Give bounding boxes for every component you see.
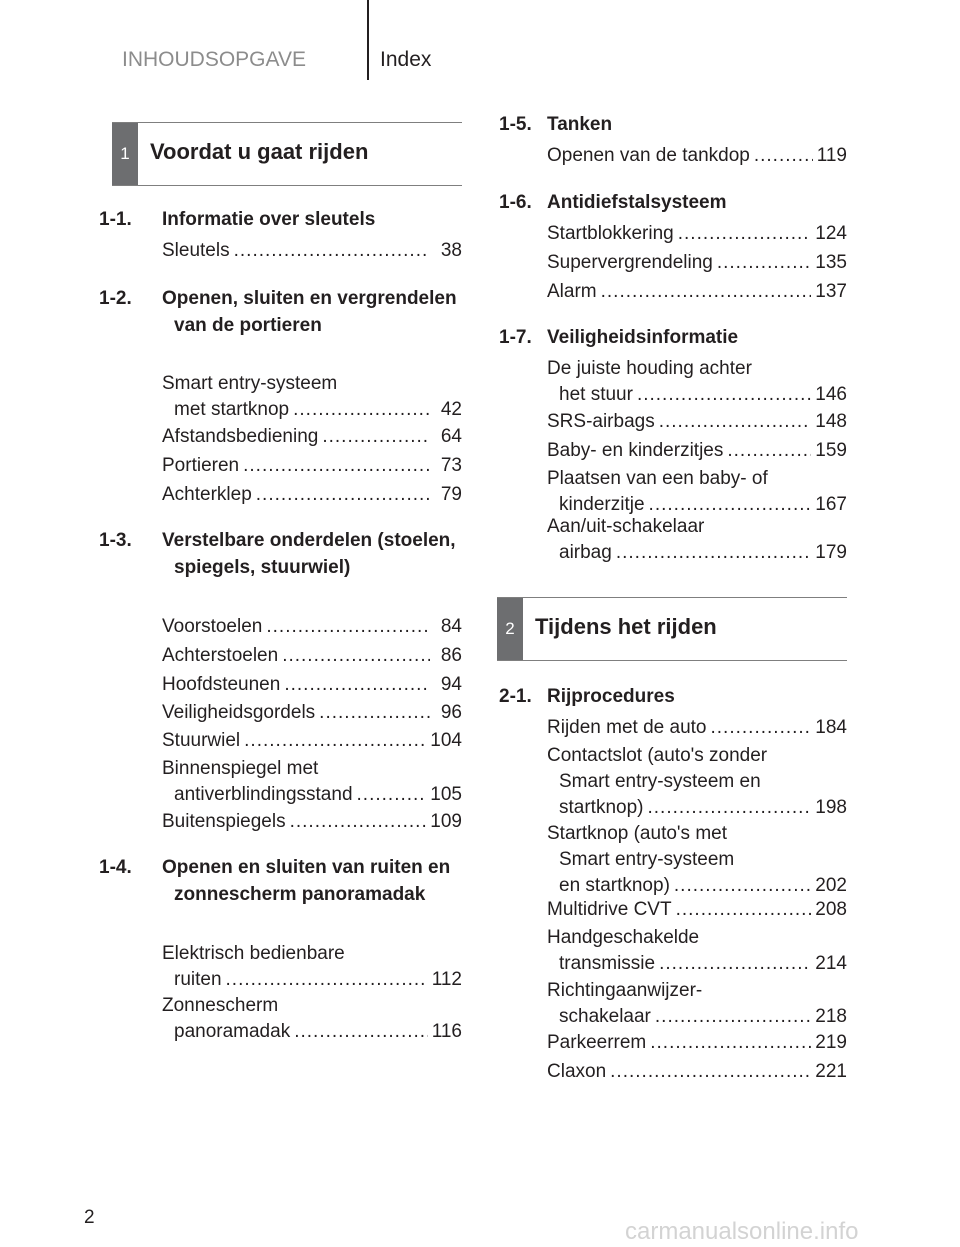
section-title: Veiligheidsinformatie (547, 327, 739, 348)
toc-entry[interactable] (547, 978, 847, 1030)
toc-entry[interactable] (162, 700, 462, 726)
chapter-title: Voordat u gaat rijden (150, 139, 369, 164)
entry-page: 104 (430, 730, 462, 751)
section-title: Verstelbare onderdelen (stoelen, spiegels, stuurwiel) (162, 530, 456, 578)
leader-dots (676, 897, 812, 923)
entry-label: Startblokkering (547, 223, 674, 244)
section-number: 1-3. (99, 530, 132, 551)
entry-label-line: Handgeschakelde (547, 927, 700, 948)
section-title: Antidiefstalsysteem (547, 192, 727, 213)
tab-inhoudsopgave[interactable]: INHOUDSOPGAVE (122, 48, 306, 71)
toc-entry[interactable] (547, 715, 847, 741)
top-navigation (0, 0, 960, 82)
entry-page: 202 (815, 875, 847, 896)
entry-page: 84 (440, 616, 462, 637)
entry-page: 214 (815, 953, 847, 974)
entry-label: antiverblindingsstand (174, 784, 353, 805)
entry-page: 221 (815, 1061, 847, 1082)
tab-index[interactable]: Index (380, 48, 432, 71)
toc-entry[interactable] (162, 993, 462, 1045)
entry-label-line: Binnenspiegel met (162, 758, 319, 779)
leader-dots (294, 1019, 428, 1045)
entry-label: SRS-airbags (547, 411, 655, 432)
toc-entry[interactable] (547, 438, 847, 464)
entry-page: 42 (440, 399, 462, 420)
toc-entry[interactable] (547, 1059, 847, 1085)
toc-entry[interactable] (162, 614, 462, 640)
entry-page: 86 (440, 645, 462, 666)
leader-dots (243, 453, 430, 479)
leader-dots (711, 715, 812, 741)
leader-dots (678, 221, 812, 247)
entry-label: het stuur (559, 384, 633, 405)
entry-label-line: Plaatsen van een baby- of (547, 468, 768, 489)
entry-page: 208 (815, 899, 847, 920)
toc-entry[interactable] (162, 238, 462, 264)
entry-page: 167 (815, 494, 847, 515)
toc-entry[interactable] (162, 643, 462, 669)
toc-entry[interactable] (162, 756, 462, 808)
leader-dots (290, 809, 427, 835)
leader-dots (637, 382, 811, 408)
leader-dots (650, 1030, 811, 1056)
entry-page: 96 (440, 702, 462, 723)
chapter-number: 2 (497, 598, 523, 660)
entry-label-line: Zonnescherm (162, 995, 279, 1016)
watermark: carmanualsonline.info (625, 1218, 859, 1245)
entry-page: 94 (440, 674, 462, 695)
toc-entry[interactable] (547, 466, 847, 518)
leader-dots (244, 728, 426, 754)
section-number: 1-5. (499, 114, 532, 135)
entry-label: en startknop) (559, 875, 670, 896)
toc-entry[interactable] (162, 453, 462, 479)
entry-page: 64 (440, 426, 462, 447)
entry-page: 184 (815, 717, 847, 738)
section-number: 1-1. (99, 209, 132, 230)
entry-label: Rijden met de auto (547, 717, 707, 738)
entry-label-line: Contactslot (auto's zonder (547, 745, 768, 766)
entry-label: Supervergrendeling (547, 252, 713, 273)
entry-label: Claxon (547, 1061, 607, 1082)
entry-label: Openen van de tankdop (547, 145, 750, 166)
entry-label: startknop) (559, 797, 644, 818)
entry-page: 219 (815, 1032, 847, 1053)
leader-dots (293, 397, 430, 423)
section-number: 1-2. (99, 288, 132, 309)
entry-label: Parkeerrem (547, 1032, 647, 1053)
leader-dots (226, 967, 428, 993)
toc-entry[interactable] (162, 371, 462, 423)
entry-page: 137 (815, 281, 847, 302)
toc-entry[interactable] (162, 424, 462, 450)
entry-label: Hoofdsteunen (162, 674, 281, 695)
toc-entry[interactable] (547, 221, 847, 247)
toc-entry[interactable] (162, 482, 462, 508)
leader-dots (357, 782, 427, 808)
entry-label-line: Smart entry-systeem (162, 373, 338, 394)
chapter-number: 1 (112, 123, 138, 185)
entry-label: Veiligheidsgordels (162, 702, 316, 723)
leader-dots (266, 614, 430, 640)
section-title: Openen en sluiten van ruiten en zonnescherm panoramadak (162, 857, 451, 905)
entry-label: Alarm (547, 281, 597, 302)
toc-entry[interactable] (162, 809, 462, 835)
section-number: 1-4. (99, 857, 132, 878)
entry-label-line: Richtingaanwijzer- (547, 980, 703, 1001)
entry-page: 179 (815, 542, 847, 563)
entry-page: 73 (440, 455, 462, 476)
entry-label: Stuurwiel (162, 730, 241, 751)
entry-page: 124 (815, 223, 847, 244)
leader-dots (282, 643, 430, 669)
nav-divider (367, 0, 369, 80)
entry-page: 38 (440, 240, 462, 261)
entry-label: panoramadak (174, 1021, 291, 1042)
section-number: 1-6. (499, 192, 532, 213)
entry-page: 116 (431, 1021, 462, 1042)
entry-label-line: Smart entry-systeem en (559, 771, 761, 792)
entry-label: Portieren (162, 455, 240, 476)
toc-entry[interactable] (547, 514, 847, 566)
entry-label: Sleutels (162, 240, 230, 261)
toc-entry[interactable] (547, 897, 847, 923)
toc-entry[interactable] (547, 409, 847, 435)
entry-page: 119 (816, 145, 847, 166)
entry-page: 159 (815, 440, 847, 461)
page-number: 2 (84, 1207, 95, 1228)
entry-label: met startknop (174, 399, 290, 420)
entry-page: 109 (430, 811, 462, 832)
toc-entry[interactable] (547, 143, 847, 169)
entry-label-line: De juiste houding achter (547, 358, 752, 379)
toc-entry[interactable] (162, 728, 462, 754)
entry-page: 198 (815, 797, 847, 818)
toc-entry[interactable] (547, 821, 847, 899)
leader-dots (717, 250, 811, 276)
entry-page: 105 (430, 784, 462, 805)
entry-label-line: Smart entry-systeem (559, 849, 735, 870)
toc-entry[interactable] (547, 743, 847, 821)
chapter-title: Tijdens het rijden (535, 614, 717, 639)
leader-dots (647, 795, 811, 821)
entry-label: ruiten (174, 969, 222, 990)
entry-label-line: Elektrisch bedienbare (162, 943, 345, 964)
entry-label: Achterstoelen (162, 645, 279, 666)
toc-entry[interactable] (547, 250, 847, 276)
section-title: Rijprocedures (547, 686, 675, 707)
toc-entry[interactable] (162, 672, 462, 698)
entry-page: 218 (815, 1006, 847, 1027)
entry-page: 79 (440, 484, 462, 505)
entry-label: Buitenspiegels (162, 811, 286, 832)
section-number: 2-1. (499, 686, 532, 707)
toc-entry[interactable] (162, 941, 462, 993)
leader-dots (659, 951, 811, 977)
toc-entry[interactable] (547, 1030, 847, 1056)
section-title: Openen, sluiten en vergrendelen van de portieren (162, 288, 457, 336)
leader-dots (234, 238, 430, 264)
entry-label-line: Aan/uit-schakelaar (547, 516, 705, 537)
section-title: Informatie over sleutels (162, 209, 376, 230)
leader-dots (319, 700, 430, 726)
entry-page: 112 (431, 969, 462, 990)
toc-entry[interactable] (547, 356, 847, 408)
leader-dots (284, 672, 430, 698)
toc-entry[interactable] (547, 925, 847, 977)
entry-label-line: Startknop (auto's met (547, 823, 727, 844)
entry-label: airbag (559, 542, 612, 563)
entry-label: kinderzitje (559, 494, 645, 515)
entry-label: Afstandsbediening (162, 426, 319, 447)
leader-dots (601, 279, 812, 305)
section-title: Tanken (547, 114, 613, 135)
entry-label: Achterklep (162, 484, 252, 505)
leader-dots (659, 409, 812, 435)
leader-dots (616, 540, 811, 566)
chapter-header-1[interactable] (112, 122, 462, 186)
entry-label: schakelaar (559, 1006, 651, 1027)
entry-label: transmissie (559, 953, 656, 974)
entry-page: 146 (815, 384, 847, 405)
leader-dots (754, 143, 813, 169)
section-number: 1-7. (499, 327, 532, 348)
toc-entry[interactable] (547, 279, 847, 305)
leader-dots (256, 482, 430, 508)
leader-dots (674, 873, 811, 899)
leader-dots (610, 1059, 811, 1085)
chapter-header-2[interactable] (497, 597, 847, 661)
entry-page: 148 (815, 411, 847, 432)
leader-dots (655, 1004, 811, 1030)
leader-dots (322, 424, 430, 450)
leader-dots (727, 438, 811, 464)
entry-page: 135 (815, 252, 847, 273)
entry-label: Baby- en kinderzitjes (547, 440, 724, 461)
entry-label: Voorstoelen (162, 616, 263, 637)
entry-label: Multidrive CVT (547, 899, 672, 920)
